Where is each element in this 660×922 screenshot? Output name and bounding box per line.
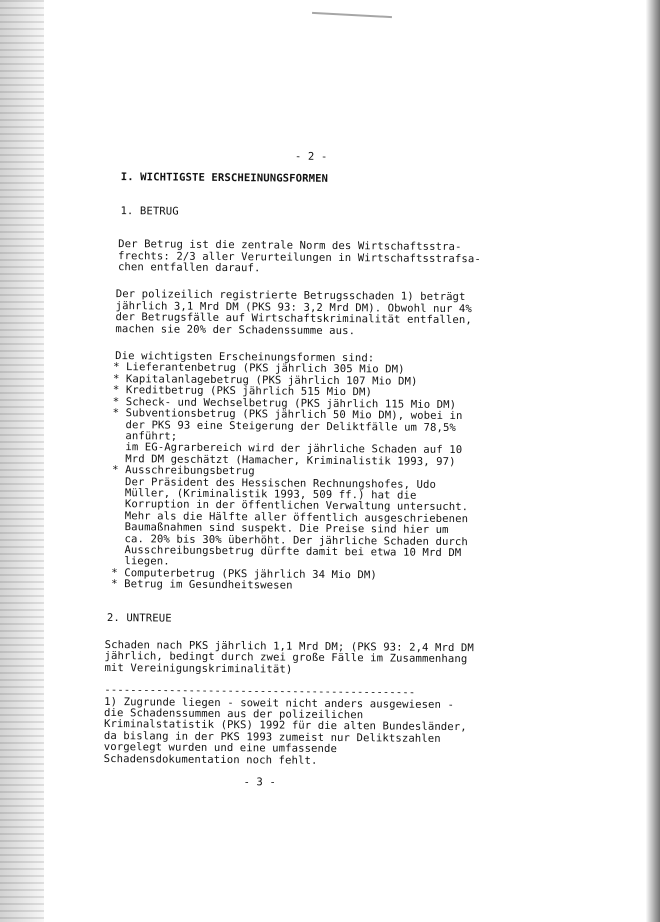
list-item: Der Präsident des Hessischen Rechnungshofes, Udo: [112, 475, 437, 491]
footnote: [104, 697, 535, 769]
footnote-line: die Schadenssummen aus der polizeilichen: [104, 707, 364, 722]
scan-shadow-right: [646, 0, 660, 922]
footnote-line: Kriminalstatistik (PKS) 1992 für die alten Bundesländer,: [103, 718, 467, 734]
list-item: der PKS 93 eine Steigerung der Deliktfälle um 78,5%: [112, 418, 456, 434]
list-item: * Kreditbetrug (PKS jährlich 515 Mio DM): [112, 384, 373, 399]
list-item: * Subventionsbetrug (PKS jährlich 50 Mio DM), wobei in: [112, 407, 463, 423]
footnote-line: da bislang in der PKS 1993 zumeist nur Deliktszahlen: [103, 729, 441, 745]
list-intro: Die wichtigsten Erscheinungsformen sind:: [115, 350, 375, 365]
erscheinungsformen-list: [105, 362, 537, 594]
text-line: chen entfallen darauf.: [117, 261, 261, 275]
untreue-heading: 2. UNTREUE: [106, 611, 172, 625]
text-line: Der polizeilich registrierte Betrugsschaden 1) beträgt: [115, 288, 466, 304]
list-item: ca. 20% bis 30% überhöht. Der jährliche Schaden durch: [111, 532, 468, 548]
paragraph-betrugsschaden: [107, 289, 537, 338]
paragraph-untreue: [104, 640, 534, 678]
list-item: im EG-Agrarbereich wird der jährliche Schaden auf 10: [112, 441, 463, 457]
text-line: jährlich 3,1 Mrd DM (PKS 93: 3,2 Mrd DM). Obwohl nur 4%: [115, 299, 472, 316]
list-item: Ausschreibungsbetrug dürfte damit bei etwa 10 Mrd DM: [111, 544, 462, 560]
list-item: * Betrug im Gesundheitswesen: [111, 578, 293, 592]
paragraph-betrug-intro: [108, 239, 538, 277]
list-item: anführt;: [112, 429, 178, 443]
list-item: * Lieferantenbetrug (PKS jährlich 305 Mio DM): [113, 361, 405, 377]
text-line: mit Vereinigungskriminalität): [104, 661, 293, 676]
list-item: Mrd DM geschätzt (Hamacher, Kriminalistik 1993, 97): [112, 452, 456, 468]
footnote-rule: ------------------------------------------------: [104, 684, 416, 699]
footnote-line: Schadensdokumentation noch fehlt.: [103, 752, 318, 767]
list-item: Korruption in der öffentlichen Verwaltung untersucht.: [111, 498, 469, 514]
text-line: der Betrugsfälle auf Wirtschaftskriminalität entfallen,: [115, 311, 472, 327]
text-line: Der Betrug ist die zentrale Norm des Wirtschaftsstra-: [118, 238, 462, 254]
scan-mark: [312, 12, 392, 18]
list-item: * Computerbetrug (PKS jährlich 34 Mio DM): [111, 566, 377, 582]
list-item: * Kapitalanlagebetrug (PKS jährlich 107 Mio DM): [112, 372, 418, 388]
scan-shadow-left: [0, 0, 44, 922]
list-item: liegen.: [111, 555, 170, 568]
text-line: frechts: 2/3 aller Verurteilungen in Wirtschaftsstrafsa-: [118, 249, 481, 265]
list-item: * Scheck- und Wechselbetrug (PKS jährlich 115 Mio DM): [112, 395, 457, 411]
page-number-bottom: - 3 -: [243, 776, 276, 789]
page-number-top: - 2 -: [294, 150, 328, 163]
list-item: Müller, (Kriminalistik 1993, 509 ff.) hat die: [111, 486, 417, 502]
list-item: Mehr als die Hälfte aller öffentlich ausgeschriebenen: [111, 509, 469, 525]
section-heading: I. WICHTIGSTE ERSCHEINUNGSFORMEN: [120, 171, 329, 186]
page-text: [103, 150, 539, 791]
text-line: jährlich, bedingt durch zwei große Fälle im Zusammenhang: [104, 650, 468, 666]
footnote-line: vorgelegt wurden und eine umfassende: [103, 741, 338, 756]
betrug-heading: 1. BETRUG: [120, 204, 179, 218]
list-item: * Ausschreibungsbetrug: [112, 464, 255, 478]
text-line: machen sie 20% der Schadenssumme aus.: [115, 322, 356, 337]
footnote-line: 1) Zugrunde liegen - soweit nicht anders ausgewiesen -: [104, 695, 455, 711]
list-item: Baumaßnahmen sind suspekt. Die Preise sind hier um: [111, 521, 449, 537]
text-line: Schaden nach PKS jährlich 1,1 Mrd DM; (PKS 93: 2,4 Mrd DM: [104, 638, 474, 655]
